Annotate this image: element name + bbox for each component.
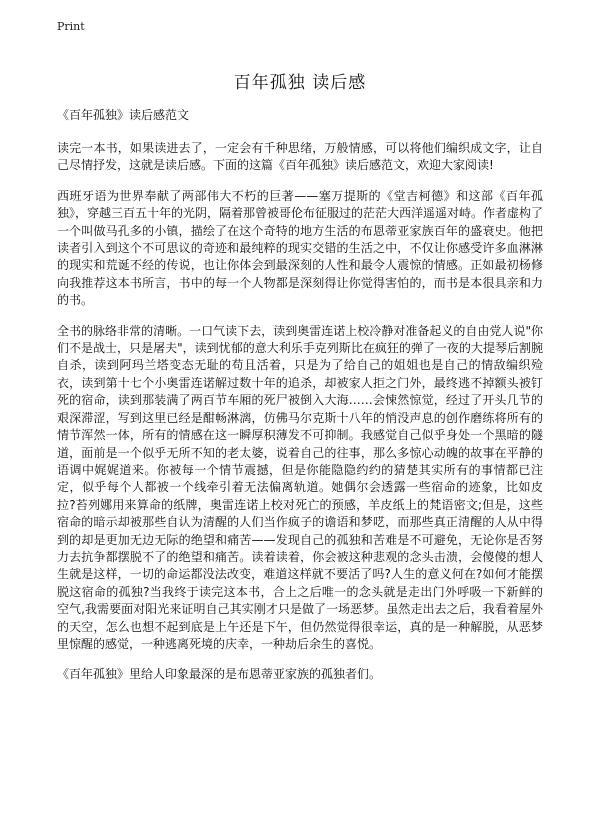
document-subtitle: 《百年孤独》读后感范文 <box>57 108 190 122</box>
body-paragraph: 西班牙语为世界奉献了两部伟大不朽的巨著——塞万提斯的《堂吉柯德》和这部《百年孤独》，穿越三百五十年的光阴，隔着那曾被哥伦布征服过的茫茫大西洋遥遥对峙。作者虚构了一个叫做马孔多的小镇，描绘了在这个奇特的地方生活的布恩蒂亚家族百年的盛衰史。他把读者引入到这个不可思议的奇迹和最纯粹的现实交错的生活之中，不仅让你感受许多血淋淋的现实和荒诞不经的传说，也让你体会到最深刻的人性和最令人震惊的情感。正如最初杨修向我推荐这本书所言，书中的每一个人物都是深刻得让你觉得害怕的，而书是本很具亲和力的书。 <box>57 188 544 308</box>
body-paragraph: 《百年孤独》里给人印象最深的是布恩蒂亚家族的孤独者们。 <box>57 667 382 682</box>
intro-paragraph: 读完一本书，如果读进去了，一定会有千种思绪，万般情感，可以将他们编织成文字，让自己尽情抒发，这就是读后感。下面的这篇《百年孤独》读后感范文，欢迎大家阅读! <box>57 141 543 173</box>
body-paragraph: 全书的脉络非常的清晰。一口气读下去，读到奥雷连诺上校冷静对准备起义的自由党人说"你们不是战士，只是屠夫"，读到忧郁的意大利乐手克列斯比在疯狂的弹了一夜的大提琴后割腕自杀，读到阿玛兰塔变态无耻的苟且活着，只是为了给自己的姐姐也是自己的情敌编织殓衣，读到第十七个小奥雷连诺解过数十年的追杀，却被家人拒之门外，最终逃不掉额头被钉死的宿命，读到那装满了两百节车厢的死尸被倒入大海……会悚然惊觉，经过了开头几节的艰深滞涩，写到这里已经是酣畅淋漓，仿佛马尔克斯十八年的悄没声息的创作磨练将所有的情节浑然一体，所有的情感在这一瞬厚积薄发不可抑制。我感觉自己似乎身处一个黑暗的隧道，面前是一个似乎无所不知的老太婆，说着自己的往事，那么多惊心动魄的故事在平静的语调中娓娓道来。你被每一个情节震撼，但是你能隐隐约约的猜楚其实所有的事情都已注定，似乎每个人都被一个线牵引着无法偏离轨道。她偶尔会透露一些宿命的迹象，比如皮拉?苔列娜用来算命的纸牌，奥雷连诺上校对死亡的预感，羊皮纸上的梵语密文;但是，这些宿命的暗示却被那些自认为清醒的人们当作疯子的谵语和梦呓，而那些真正清醒的人从中得到的却是更加无边无际的绝望和痛苦——发现自己的孤独和苦难是不可避免，无论你是否努力去抗争都摆脱不了的绝望和痛苦。读着读着，你会被这种悲观的念头击溃，会傻傻的想人生就是这样，一切的命运都没法改变，难道这样就不要活了吗?人生的意义何在?如何才能摆脱这宿命的孤独?当我终于读完这本书，合上之后唯一的念头就是走出门外呼吸一下新鲜的空气,我需要面对阳光来证明自己其实刚才只是做了一场恶梦。虽然走出去之后，我看着屋外的天空，怎么也想不起到底是上午还是下午，但仍然觉得很幸运，真的是一种解脱，从恶梦里惊醒的感觉，一种逃离死境的庆幸，一种劫后余生的喜悦。 <box>57 323 543 651</box>
page-title: 百年孤独 读后感 <box>233 73 367 93</box>
print-label: Print <box>57 20 85 33</box>
